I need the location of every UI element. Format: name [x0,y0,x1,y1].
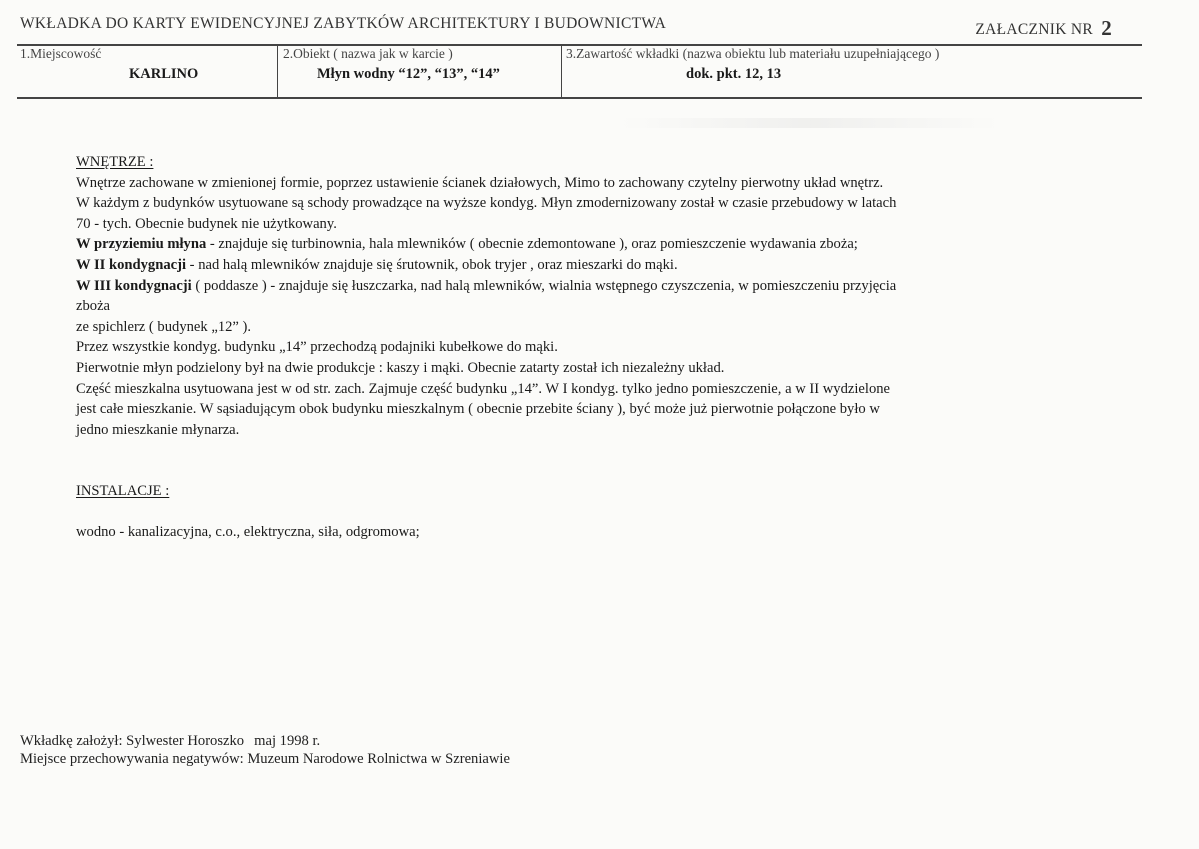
content-label: 3.Zawartość wkładki (nazwa obiektu lub materiału uzupełniającego ) [566,46,940,61]
attachment-number: 2 [1101,16,1112,40]
interior-heading: WNĘTRZE : [76,154,154,170]
residential-line: Część mieszkalna usytuowana jest w od str. zach. Zajmuje część budynku „14”. W I kondyg. tylko jedno pomieszczenie, a w II wydzielone [76,380,891,397]
third-floor-text: ( poddasze ) - znajduje się łuszczarka, nad halą mlewników, wialnia wstępnego czyszczenia, w pomieszczeniu przyjęcia [191,277,897,294]
author-line [20,732,510,750]
third-floor-continuation: zboża [76,298,111,315]
second-floor-label: W II kondygnacji [76,256,187,273]
third-floor-continuation: ze spichlerz ( budynek „12” ). [76,318,252,335]
object-label: 2.Obiekt ( nazwa jak w karcie ) [283,46,453,61]
third-floor-label: W III kondygnacji [76,277,192,294]
form-title: WKŁADKA DO KARTY EWIDENCYJNEJ ZABYTKÓW ARCHITEKTURY I BUDOWNICTWA [20,15,667,32]
production-line: Pierwotnie młyn podzielony był na dwie produkcje : kaszy i mąki. Obecnie zatarty został ich niezależny układ. [76,359,725,376]
content-value: dok. pkt. 12, 13 [686,66,782,82]
third-floor-line [76,276,1066,297]
interior-paragraph-line: 70 - tych. Obecnie budynek nie użytkowany. [76,215,337,232]
author-date: maj 1998 r. [254,733,321,749]
installations-text: wodno - kanalizacyjna, c.o., elektryczna, siła, odgromowa; [76,523,420,540]
section-spacer [76,440,1066,481]
locality-label: 1.Miejscowość [20,46,102,61]
installations-heading: INSTALACJE : [76,483,170,500]
second-floor-line [76,255,1066,276]
field-divider-1 [277,45,278,98]
interior-paragraph-line: Wnętrze zachowane w zmienionej formie, poprzez ustawienie ścianek działowych, Mimo to zachowany czytelny pierwotny układ wnętrz. [76,174,884,191]
field-divider-2 [561,45,562,98]
attachment-label: ZAŁACZNIK NR [975,21,1093,38]
ground-floor-line [76,234,1066,255]
document-footer [20,732,510,768]
residential-line: jedno mieszkanie młynarza. [76,421,240,438]
negatives-location: Miejsce przechowywania negatywów: Muzeum Narodowe Rolnictwa w Szreniawie [20,751,510,767]
interior-paragraph-line: W każdym z budynków usytuowane są schody prowadzące na wyższe kondyg. Młyn zmodernizowany został w czasie przebudowy w latach [76,195,897,212]
second-floor-text: - nad halą mlewników znajduje się śrutownik, obok tryjer , oraz mieszarki do mąki. [186,256,678,273]
document-body [76,152,1066,543]
section-spacer [76,502,1066,522]
locality-value: KARLINO [129,66,199,82]
paper-smudge [620,118,1000,128]
author-text: Wkładkę założył: Sylwester Horoszko [20,733,245,749]
ground-floor-label: W przyziemiu młyna [76,236,207,253]
object-value: Młyn wodny “12”, “13”, “14” [317,66,500,82]
ground-floor-text: - znajduje się turbinownia, hala mlewników ( obecnie zdemontowane ), oraz pomieszczenie wydawania zboża; [206,236,858,253]
residential-line: jest całe mieszkanie. W sąsiadującym obok budynku mieszkalnym ( obecnie przebite ściany ), być może już pierwotnie połączone było w [76,401,880,418]
header-bottom-rule [17,97,1142,99]
elevators-line: Przez wszystkie kondyg. budynku „14” przechodzą podajniki kubełkowe do mąki. [76,339,558,356]
attachment-indicator [975,15,1112,40]
